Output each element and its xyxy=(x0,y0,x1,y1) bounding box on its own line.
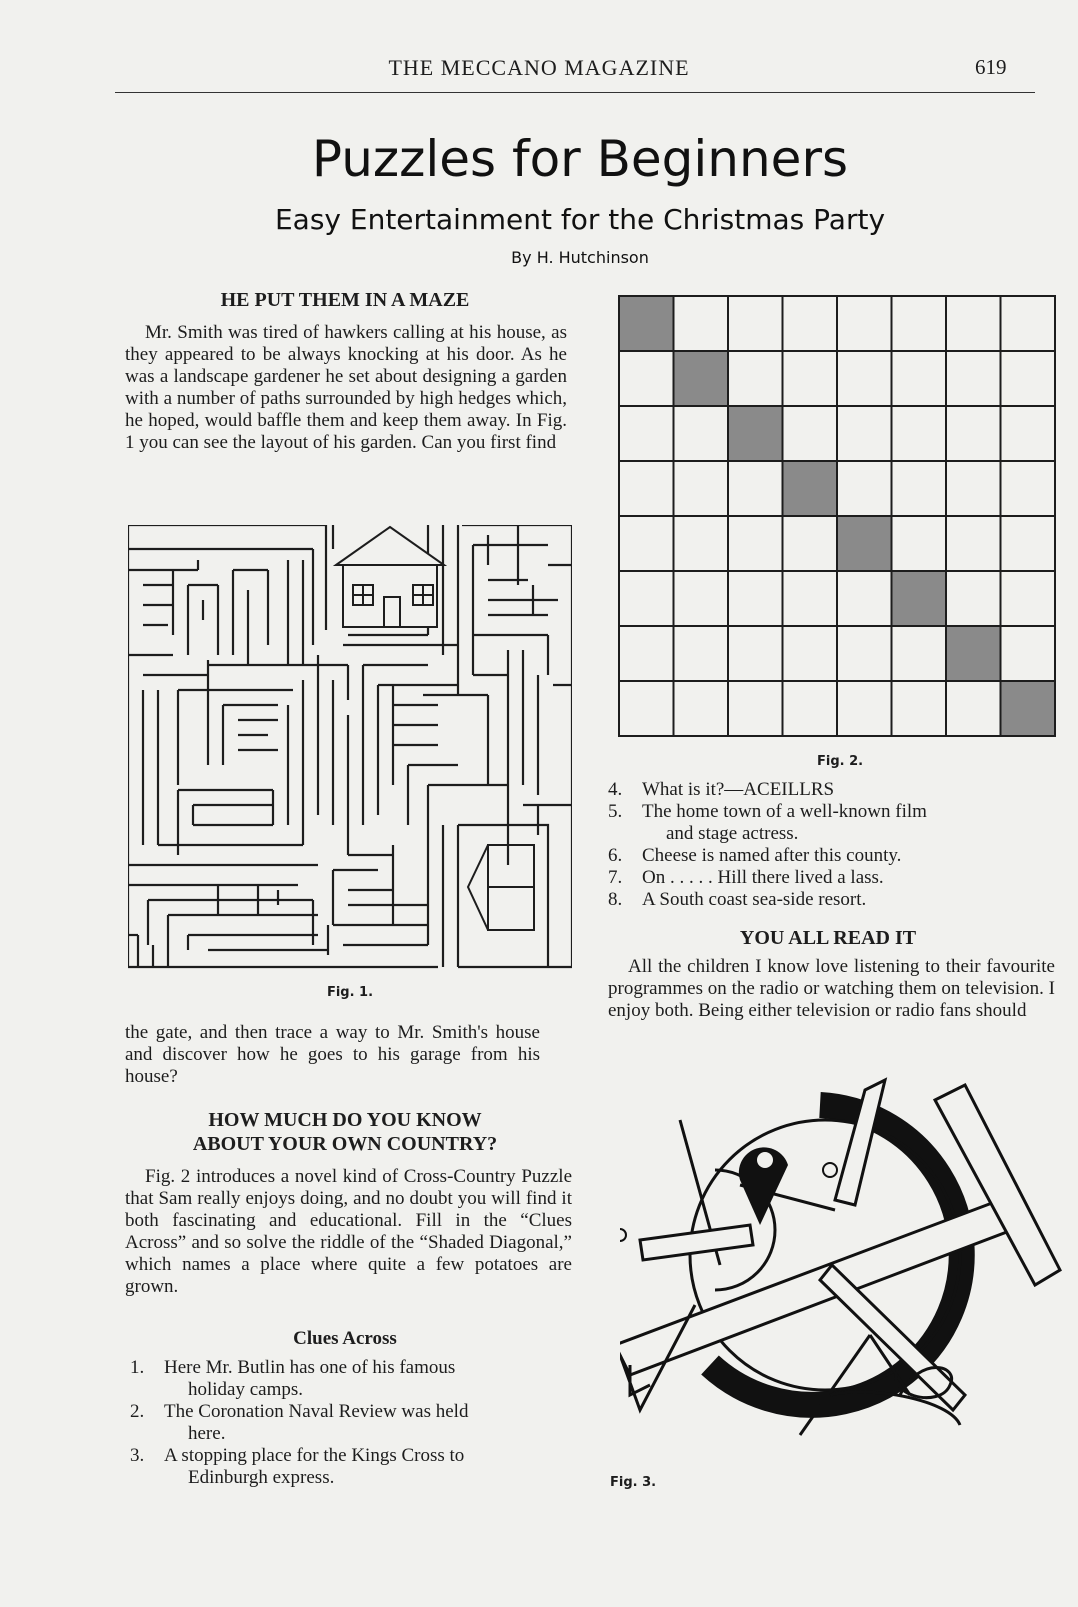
grid-cell-shaded xyxy=(728,406,783,461)
maze-intro-paragraph: Mr. Smith was tired of hawkers calling at his house, as they appeared to be always knocking at his door. As he was a landscape gardener he set about designing a garden with a number of paths surrounded by high hedges which, he hoped, would baffle them and keep them away. In Fig. 1 you can see the layout of his garden. Can you first find xyxy=(125,322,567,453)
grid-cell xyxy=(946,571,1001,626)
grid-cell xyxy=(783,571,838,626)
grid-cell xyxy=(837,351,892,406)
fig2-caption: Fig. 2. xyxy=(817,754,864,769)
grid-cell xyxy=(1001,406,1056,461)
page-number: 619 xyxy=(975,55,1007,79)
grid-cells xyxy=(619,296,1055,736)
grid-cell-shaded xyxy=(892,571,947,626)
country-heading-line1: HOW MUCH DO YOU KNOW xyxy=(208,1109,482,1131)
grid-cell xyxy=(892,681,947,736)
grid-cell xyxy=(1001,351,1056,406)
grid-cell xyxy=(892,351,947,406)
read-paragraph: All the children I know love listening to their favourite programmes on the radio or watching them on television. I enjoy both. Being either television or radio fans should xyxy=(608,956,1055,1021)
article-title: Puzzles for Beginners xyxy=(311,130,849,188)
grid-cell xyxy=(619,571,674,626)
grid-cell xyxy=(946,351,1001,406)
grid-cell xyxy=(837,406,892,461)
grid-cell-shaded xyxy=(674,351,729,406)
grid-cell xyxy=(619,406,674,461)
clue-item: 2. The Coronation Naval Review was held here. xyxy=(130,1401,469,1444)
grid-cell-shaded xyxy=(783,461,838,516)
grid-cell xyxy=(946,406,1001,461)
running-header: THE MECCANO MAGAZINE xyxy=(388,55,690,80)
grid-cell xyxy=(674,681,729,736)
grid-cell xyxy=(783,626,838,681)
clue-item: 3. A stopping place for the Kings Cross to Edinburgh express. xyxy=(130,1445,465,1488)
header-rule xyxy=(115,92,1035,93)
grid-cell xyxy=(674,406,729,461)
grid-cell xyxy=(1001,296,1056,351)
clue-item: 8. A South coast sea-side resort. xyxy=(608,889,867,910)
grid-cell xyxy=(837,626,892,681)
grid-cell xyxy=(892,461,947,516)
grid-cell xyxy=(892,406,947,461)
grid-cell xyxy=(892,296,947,351)
read-heading: YOU ALL READ IT xyxy=(739,927,917,949)
grid-cell-shaded xyxy=(946,626,1001,681)
grid-cell xyxy=(728,461,783,516)
grid-cell xyxy=(728,296,783,351)
clue-item: 1. Here Mr. Butlin has one of his famous holiday camps. xyxy=(130,1357,456,1400)
article-subtitle: Easy Entertainment for the Christmas Party xyxy=(274,203,886,236)
fig1-caption: Fig. 1. xyxy=(326,985,374,1000)
grid-cell-shaded xyxy=(837,516,892,571)
grid-cell xyxy=(946,681,1001,736)
abstract-letters-figure xyxy=(620,1065,1070,1465)
grid-cell xyxy=(619,351,674,406)
grid-cell xyxy=(783,296,838,351)
grid-cell xyxy=(728,626,783,681)
grid-cell xyxy=(837,461,892,516)
grid-cell xyxy=(837,681,892,736)
grid-cell xyxy=(619,681,674,736)
grid-cell xyxy=(674,571,729,626)
grid-cell xyxy=(674,516,729,571)
grid-cell xyxy=(783,351,838,406)
article-byline: By H. Hutchinson xyxy=(511,248,649,267)
grid-cell xyxy=(783,681,838,736)
country-heading-line2: ABOUT YOUR OWN COUNTRY? xyxy=(192,1133,498,1155)
grid-cell xyxy=(674,296,729,351)
grid-cell xyxy=(1001,461,1056,516)
clue-item: 5. The home town of a well-known film and stage actress. xyxy=(608,801,927,844)
grid-cell xyxy=(783,516,838,571)
grid-cell xyxy=(728,681,783,736)
grid-cell xyxy=(946,461,1001,516)
grid-cell xyxy=(837,296,892,351)
country-paragraph: Fig. 2 introduces a novel kind of Cross-Country Puzzle that Sam really enjoys doing, and no doubt you will find it both fascinating and educational. Fill in the “Clues Across” and so solve the riddle of the “Shaded Diagonal,” which names a place where quite a few potatoes are grown. xyxy=(125,1166,572,1297)
grid-cell xyxy=(1001,571,1056,626)
grid-cell xyxy=(892,516,947,571)
clues-list-left xyxy=(130,1357,580,1489)
clue-item: 4. What is it?—ACEILLRS xyxy=(608,779,835,800)
grid-cell xyxy=(619,461,674,516)
grid-cell xyxy=(1001,626,1056,681)
grid-cell xyxy=(783,406,838,461)
clue-item: 7. On . . . . . Hill there lived a lass. xyxy=(608,867,884,888)
maze-heading: HE PUT THEM IN A MAZE xyxy=(220,289,470,311)
clues-heading: Clues Across xyxy=(293,1328,397,1349)
grid-cell-shaded xyxy=(1001,681,1056,736)
clues-list-right xyxy=(608,779,1058,911)
maze-question-paragraph: the gate, and then trace a way to Mr. Smith's house and discover how he goes to his garage from his house? xyxy=(125,1022,540,1087)
grid-cell xyxy=(619,516,674,571)
garage-icon xyxy=(468,845,534,930)
grid-cell xyxy=(728,351,783,406)
maze-figure xyxy=(128,525,572,975)
grid-cell xyxy=(837,571,892,626)
grid-cell xyxy=(892,626,947,681)
grid-cell xyxy=(674,461,729,516)
grid-cell xyxy=(946,296,1001,351)
grid-cell xyxy=(728,516,783,571)
crossword-grid xyxy=(617,294,1057,738)
grid-cell xyxy=(619,626,674,681)
grid-cell xyxy=(728,571,783,626)
grid-cell xyxy=(946,516,1001,571)
fig3-caption: Fig. 3. xyxy=(610,1475,657,1490)
grid-cell xyxy=(674,626,729,681)
grid-cell xyxy=(1001,516,1056,571)
grid-cell-shaded xyxy=(619,296,674,351)
clue-item: 6. Cheese is named after this county. xyxy=(608,845,902,866)
